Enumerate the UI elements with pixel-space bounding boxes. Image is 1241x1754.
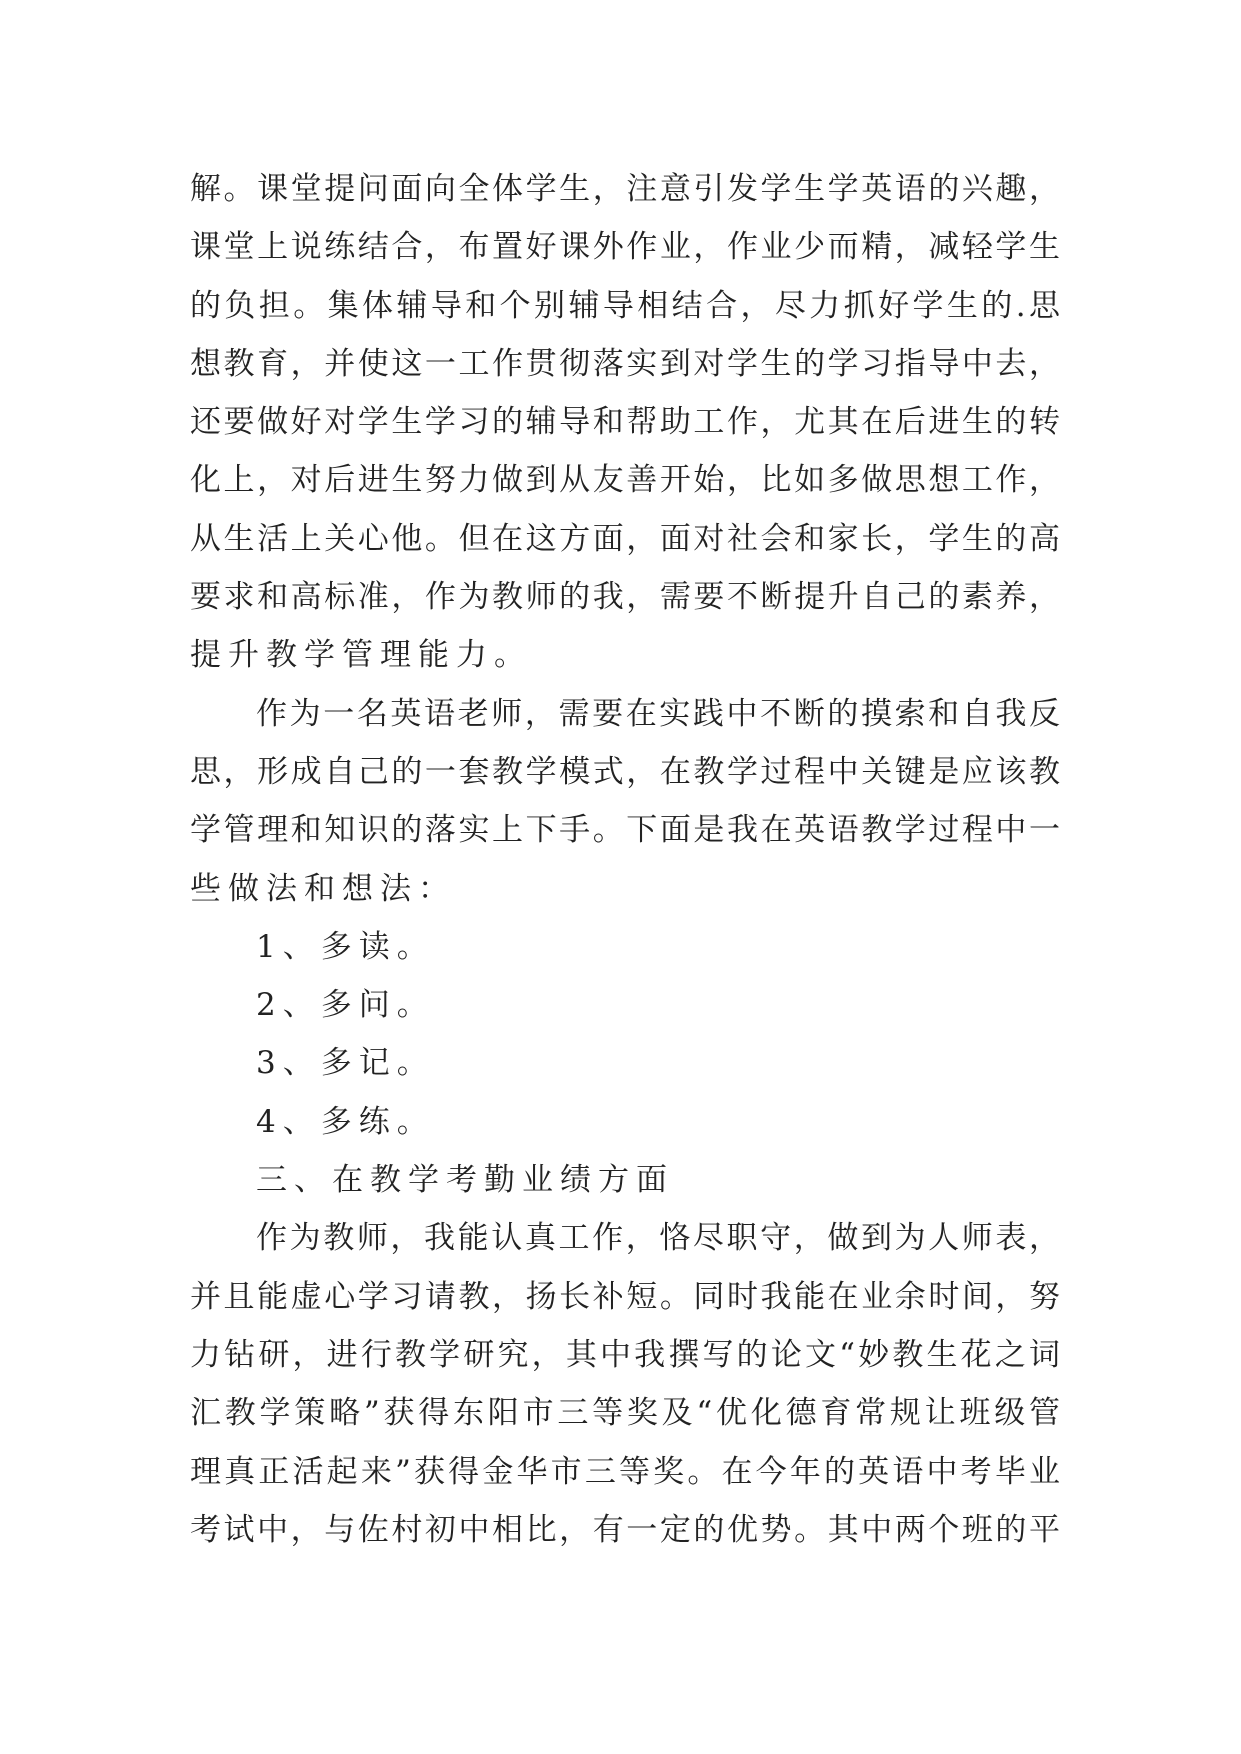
text-line: 理真正活起来”获得金华市三等奖。在今年的英语中考毕业 bbox=[190, 1453, 1060, 1490]
text-line: 学管理和知识的落实上下手。下面是我在英语教学过程中一 bbox=[190, 812, 1060, 849]
text-line: 提升教学管理能力。 bbox=[190, 637, 532, 674]
text-line: 要求和高标准，作为教师的我，需要不断提升自己的素养， bbox=[190, 579, 1060, 616]
text-line: 还要做好对学生学习的辅导和帮助工作，尤其在后进生的转 bbox=[190, 404, 1060, 441]
text-line: 力钻研，进行教学研究，其中我撰写的论文“妙教生花之词 bbox=[190, 1336, 1060, 1373]
text-line: 思，形成自己的一套教学模式，在教学过程中关键是应该教 bbox=[190, 753, 1060, 790]
list-item: 1、多读。 bbox=[256, 928, 435, 965]
text-line: 的负担。集体辅导和个别辅导相结合，尽力抓好学生的.思 bbox=[190, 287, 1060, 324]
text-line: 从生活上关心他。但在这方面，面对社会和家长，学生的高 bbox=[190, 520, 1060, 557]
list-item: 4、多练。 bbox=[256, 1103, 435, 1140]
text-line: 课堂上说练结合，布置好课外作业，作业少而精，减轻学生 bbox=[190, 229, 1060, 266]
text-line: 解。课堂提问面向全体学生，注意引发学生学英语的兴趣， bbox=[190, 171, 1060, 207]
text-line: 并且能虚心学习请教，扬长补短。同时我能在业余时间，努 bbox=[190, 1278, 1060, 1315]
text-line: 化上，对后进生努力做到从友善开始，比如多做思想工作， bbox=[190, 462, 1060, 499]
section-heading: 三、在教学考勤业绩方面 bbox=[256, 1162, 674, 1199]
text-line: 考试中，与佐村初中相比，有一定的优势。其中两个班的平 bbox=[190, 1511, 1060, 1548]
list-item: 3、多记。 bbox=[256, 1045, 435, 1082]
paragraph-first-line: 作为教师，我能认真工作，恪尽职守，做到为人师表， bbox=[256, 1220, 1060, 1257]
document-body bbox=[190, 160, 1060, 1559]
text-line: 想教育，并使这一工作贯彻落实到对学生的学习指导中去， bbox=[190, 345, 1060, 382]
text-line: 些做法和想法： bbox=[190, 870, 456, 907]
paragraph-first-line: 作为一名英语老师，需要在实践中不断的摸索和自我反 bbox=[256, 695, 1060, 732]
text-line: 汇教学策略”获得东阳市三等奖及“优化德育常规让班级管 bbox=[190, 1395, 1060, 1432]
list-item: 2、多问。 bbox=[256, 987, 435, 1024]
